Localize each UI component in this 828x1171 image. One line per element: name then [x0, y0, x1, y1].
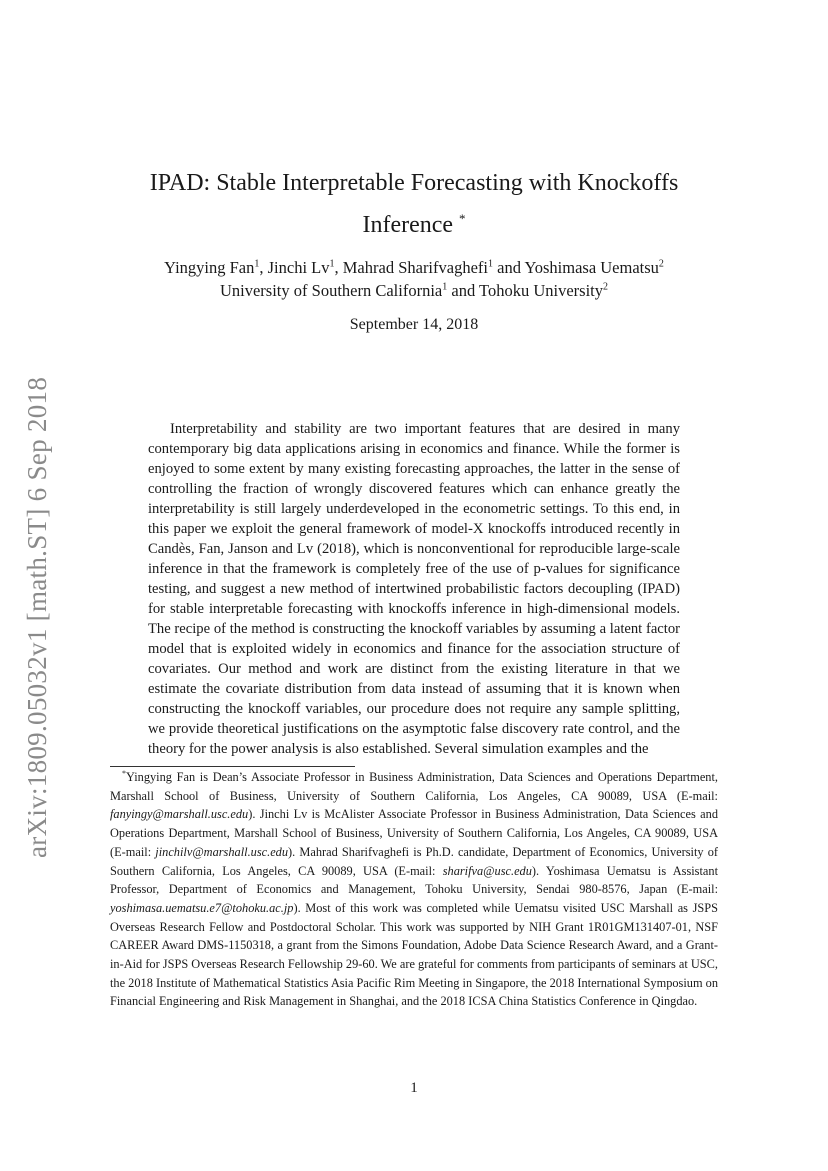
author-separator: , [334, 258, 343, 277]
footnote-text: ). Most of this work was completed while Uematsu visited USC Marshall as JSPS Overseas Research Fellow and Postdoctoral Scholar. This work was supported by NIH Grant 1R01GM131407-01, NSF CAREER Award DMS-1150318, a grant from the Simons Foundation, Adobe Data Science Research Award, and a Grant-in-Aid for JSPS Overseas Research Fellowship 29-60. We are grateful for comments from participants of seminars at USC, the 2018 Institute of Mathematical Statistics Asia Pacific Rim Meeting in Singapore, the 2018 International Symposium on Financial Engineering and Risk Management in Shanghai, and the 2018 ICSA China Statistics Conference in Qingdao. [110, 900, 718, 1009]
affiliation-mark: 1 [488, 258, 493, 270]
arxiv-identifier: arXiv:1809.05032v1 [math.ST] 6 Sep 2018 [22, 376, 52, 858]
institution-name: University of Southern California [219, 281, 443, 300]
author-name: Mahrad Sharifvaghefi [342, 258, 488, 277]
paper-title-text: IPAD: Stable Interpretable Forecasting with Knockoffs Inference [149, 170, 679, 238]
footnote-text: ). Yoshimasa Uematsu is Assistant Professor, Department of Economics and Management, Tohoku University, Sendai 980-8576, Japan (E-mail: [110, 863, 718, 897]
author-block [110, 256, 718, 302]
affiliation-mark: 1 [442, 281, 448, 293]
author-names [110, 256, 718, 279]
author-separator: and [447, 281, 480, 300]
footnote-text: Yingying Fan is Dean’s Associate Professor in Business Administration, Data Sciences and Operations Department, Marshall School of Business, University of Southern California, Los Angeles, CA 90089, USA (E-mail: [110, 770, 718, 803]
author-name: Yingying Fan [164, 258, 255, 277]
affiliation-mark: 1 [254, 258, 260, 270]
paper-title [110, 166, 718, 243]
author-affiliations [110, 279, 718, 302]
footnote-text: ). Mahrad Sharifvaghefi is Ph.D. candidate, Department of Economics, University of Southern California, Los Angeles, CA 90089, USA (E-mail: [110, 844, 718, 878]
title-footnote [110, 768, 718, 1011]
author-separator: , [259, 258, 268, 277]
paper-date: September 14, 2018 [349, 316, 479, 333]
email-address: yoshimasa.uematsu.e7@tohoku.ac.jp [110, 900, 294, 915]
email-address: jinchilv@marshall.usc.edu [155, 844, 289, 859]
footnote-mark: * [122, 768, 126, 778]
institution-name: Tohoku University [479, 281, 603, 300]
affiliation-mark: 1 [329, 258, 335, 270]
title-footnote-mark: * [459, 211, 466, 226]
affiliation-mark: 2 [603, 281, 608, 293]
page-number: 1 [410, 1080, 418, 1096]
email-address: sharifva@usc.edu [442, 863, 532, 878]
footnote-text: ). Jinchi Lv is McAlister Associate Professor in Business Administration, Data Sciences and Operations Department, Marshall School of Business, University of Southern California, Los Angeles, CA 90089, USA (E-mail: [110, 807, 718, 859]
affiliation-mark: 2 [658, 258, 664, 270]
abstract-text: Interpretability and stability are two important features that are desired in many contemporary big data applications arising in economics and finance. While the former is enjoyed to some extent by many existing forecasting approaches, the latter in the sense of controlling the fraction of wrongly discovered features which can enhance greatly the interpretability is still largely underdeveloped in the econometric settings. To this end, in this paper we exploit the general framework of model-X knockoffs introduced recently in Candès, Fan, Janson and Lv (2018), which is nonconventional for reproducible large-scale inference in that the framework is completely free of the use of p-values for significance testing, and suggest a new method of intertwined probabilistic factors decoupling (IPAD) for stable interpretable forecasting with knockoffs inference in high-dimensional models. The recipe of the method is constructing the knockoff variables by assuming a latent factor model that is exploited widely in economics and finance for the association structure of covariates. Our method and work are distinct from the existing literature in that we estimate the covariate distribution from data instead of assuming that it is known when constructing the knockoff variables, our procedure does not require any sample splitting, we provide theoretical justifications on the asymptotic false discovery rate control, and the theory for the power analysis is also established. Several simulation examples and the [148, 421, 680, 757]
author-name: Yoshimasa Uematsu [524, 258, 659, 277]
email-address: fanyingy@marshall.usc.edu [110, 807, 249, 822]
footnote-divider [110, 766, 355, 767]
author-name: Jinchi Lv [267, 258, 330, 277]
author-separator: and [493, 258, 525, 277]
